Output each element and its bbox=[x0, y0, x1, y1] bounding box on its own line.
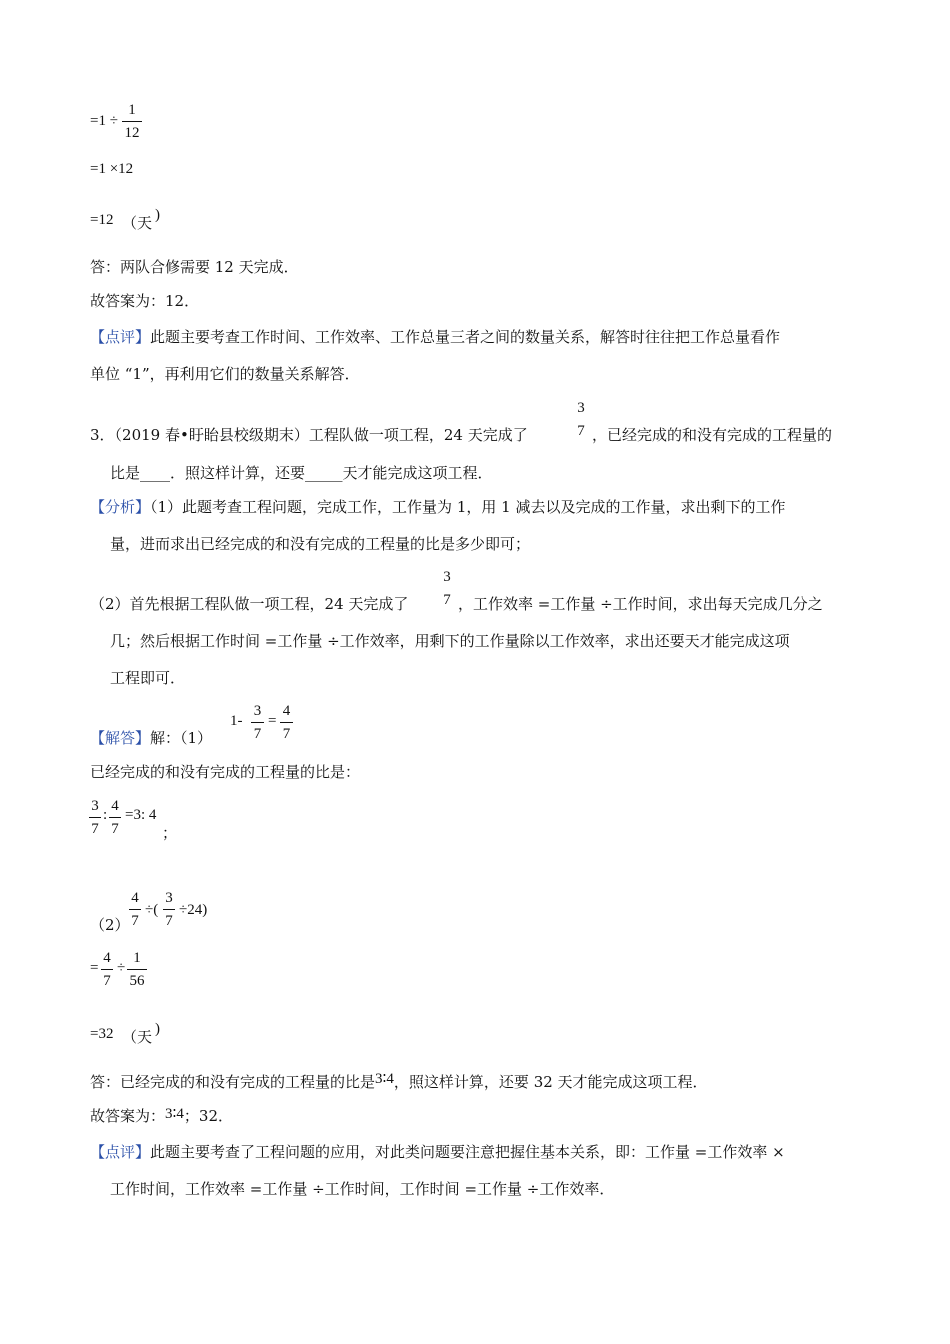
answer-line: 答：两队合修需要 12 天完成． bbox=[90, 258, 299, 276]
calc-line-1: =1 ÷ bbox=[90, 113, 118, 129]
equals-2: = bbox=[90, 960, 99, 976]
ratio-result: =3: 4 bbox=[125, 807, 157, 823]
ratio-label: 已经完成的和没有完成的工程量的比是： bbox=[90, 763, 361, 781]
divide-open: ÷( bbox=[145, 902, 159, 918]
question-3-stem: 3．（2019 春•盱眙县校级期末）工程队做一项工程，24 天完成了 bbox=[90, 426, 528, 444]
fraction-4-7-p2b: 4 7 bbox=[101, 951, 113, 989]
result-32: =32 bbox=[90, 1026, 114, 1042]
question-3-stem-line-2: 比是____．照这样计算，还要_____天才能完成这项工程． bbox=[110, 464, 493, 482]
review-3-line-1: 【点评】此题主要考查了工程问题的应用，对此类问题要注意把握住基本关系，即：工作量 =工作效率 × bbox=[90, 1143, 785, 1161]
close-paren-2: ) bbox=[155, 1021, 160, 1037]
one-minus: 1- bbox=[230, 713, 243, 729]
fraction-4-7-sol: 4 7 bbox=[280, 704, 293, 742]
review-line-1: 【点评】此题主要考查工作时间、工作效率、工作总量三者之间的数量关系，解答时往往把工作总量看作 bbox=[90, 328, 781, 346]
solution-tag: 【解答】 bbox=[90, 729, 151, 747]
analysis-line-2: 量，进而求出已经完成的和没有完成的工程量的比是多少即可； bbox=[110, 535, 531, 553]
fraction-3-7-p2: 3 7 bbox=[163, 891, 175, 929]
calc-line-3: =12 bbox=[90, 212, 114, 228]
review-3-line-2: 工作时间，工作效率 =工作量 ÷工作时间，工作时间 =工作量 ÷工作效率． bbox=[110, 1180, 615, 1198]
ratio-colon: : bbox=[103, 807, 108, 823]
denominator: 12 bbox=[124, 125, 140, 141]
review-line-2: 单位 “1”，再利用它们的数量关系解答． bbox=[90, 365, 360, 383]
question-3-stem-cont: ，已经完成的和没有完成的工程量的 bbox=[592, 426, 833, 444]
fraction-1-56: 1 56 bbox=[127, 951, 147, 989]
unit-day-2: （天 bbox=[122, 1028, 153, 1046]
semicolon: ； bbox=[162, 824, 178, 842]
analysis-line-3-cont: ，工作效率 =工作量 ÷工作时间，求出每天完成几分之 bbox=[458, 595, 823, 613]
solution-line: 【解答】解：（1） bbox=[90, 729, 213, 747]
fraction-3-7-analysis: 3 7 bbox=[443, 569, 451, 608]
calc-line-2: =1 ×12 bbox=[90, 161, 134, 177]
unit-day: （天 bbox=[122, 214, 153, 232]
divide: ÷ bbox=[117, 960, 126, 976]
equals: = bbox=[268, 713, 277, 729]
divide-24: ÷24) bbox=[179, 902, 208, 918]
analysis-line-3: （2）首先根据工程队做一项工程，24 天完成了 bbox=[90, 595, 409, 613]
analysis-line-4: 几；然后根据工作时间 =工作量 ÷工作效率，用剩下的工作量除以工作效率，求出还要天才能完成这项 bbox=[110, 632, 790, 650]
answer-3: 答：已经完成的和没有完成的工程量的比是3∶4，照这样计算，还要 32 天才能完成这项工程． bbox=[90, 1071, 708, 1091]
ratio-fraction-3-7: 3 7 bbox=[89, 799, 101, 837]
fraction-4-7-p2: 4 7 bbox=[129, 891, 141, 929]
close-paren: ) bbox=[155, 207, 160, 223]
review-tag: 【点评】 bbox=[90, 328, 151, 346]
numerator: 1 bbox=[128, 102, 136, 118]
fill-answer-3: 故答案为：3∶4；32． bbox=[90, 1106, 234, 1125]
analysis-tag: 【分析】 bbox=[90, 498, 151, 516]
part-2-label: （2） bbox=[90, 916, 130, 934]
fraction-3-7: 3 7 bbox=[577, 400, 585, 439]
analysis-line-5: 工程即可． bbox=[110, 669, 186, 687]
fill-answer: 故答案为：12． bbox=[90, 292, 200, 310]
fraction-1-12 bbox=[122, 103, 142, 141]
ratio-fraction-4-7: 4 7 bbox=[109, 799, 121, 837]
review-tag-3: 【点评】 bbox=[90, 1143, 151, 1161]
analysis-line-1: 【分析】（1）此题考查工程问题，完成工作，工作量为 1，用 1 减去以及完成的工作量，求出剩下的工作 bbox=[90, 498, 786, 516]
fraction-3-7-sol: 3 7 bbox=[251, 704, 264, 742]
